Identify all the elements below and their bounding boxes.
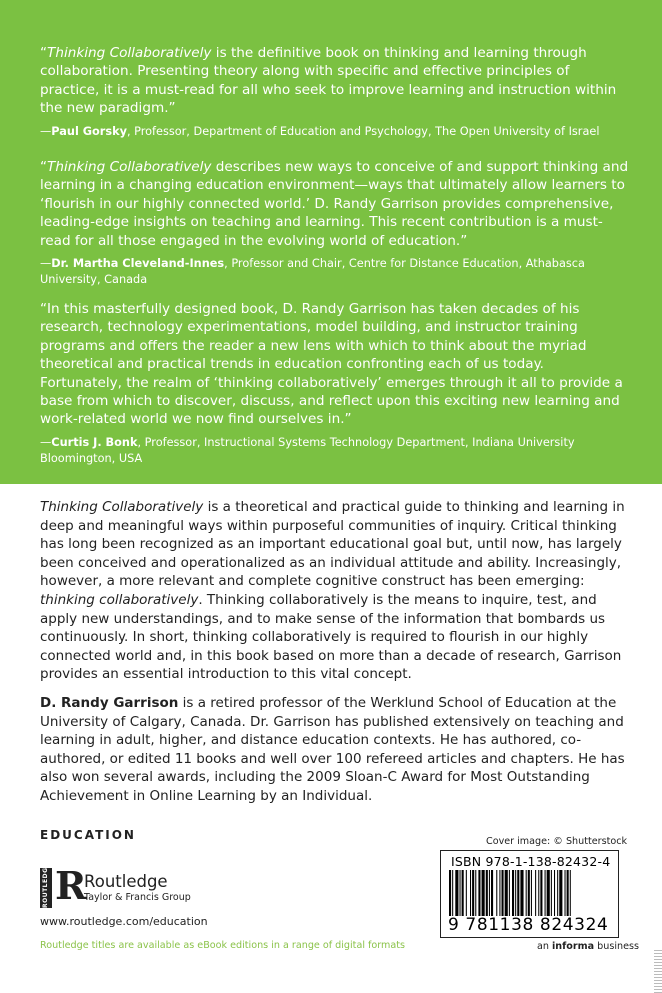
author-name: D. Randy Garrison	[40, 695, 179, 711]
testimonial-author: Curtis J. Bonk	[51, 435, 138, 449]
edge-mark	[654, 950, 662, 993]
testimonial-attribution: —Dr. Martha Cleveland-Innes, Professor and Chair, Centre for Distance Education, Athabasca University, Canada	[40, 257, 585, 287]
testimonial-1	[40, 44, 630, 140]
isbn-label: ISBN 978-1-138-82432-4	[451, 854, 611, 869]
publisher-url[interactable]: www.routledge.com/education	[40, 915, 208, 928]
testimonial-quote: “In this masterfully designed book, D. Randy Garrison has taken decades of his research, technology experimentations, model building, and instructor training programs and offers the reader a new lens with which to think about the myriad theoretical and practical trends in education confronting each of us today. Fortunately, the realm of ‘thinking collaboratively’ emerges through it all to provide a base from which to discover, discuss, and reflect upon this exciting new learning and work-related world we now find ourselves in.”	[40, 301, 623, 428]
book-description-area	[40, 498, 630, 804]
testimonial-2	[40, 158, 630, 288]
category-label: EDUCATION	[40, 828, 136, 842]
informa-tagline: an informa business	[537, 941, 639, 952]
testimonial-attribution: —Paul Gorsky, Professor, Department of Education and Psychology, The Open University of Israel	[40, 124, 600, 138]
ebook-note: Routledge titles are available as eBook editions in a range of digital formats	[40, 940, 406, 951]
barcode-digits: 9 781138 824324	[448, 915, 609, 935]
book-title: Thinking Collaboratively	[40, 499, 204, 515]
barcode-bars	[449, 870, 611, 916]
testimonial-quote: “Thinking Collaboratively is the definitive book on thinking and learning through collaboration. Presenting theory along with specific and effective principles of practice, it is a must-read for all who seek to improve learning and instruction within the new paradigm.”	[40, 45, 617, 117]
cover-credit: Cover image: © Shutterstock	[486, 836, 628, 847]
logo-mark: R	[55, 863, 87, 908]
book-title: Thinking Collaboratively	[47, 159, 212, 175]
logo-vertical-text: ROUTLEDGE	[40, 868, 52, 908]
testimonial-author: Dr. Martha Cleveland-Innes	[51, 257, 225, 271]
publisher-group: Taylor & Francis Group	[84, 892, 191, 903]
publisher-name: Routledge	[84, 872, 168, 891]
publisher-logo	[40, 862, 230, 910]
book-description: Thinking Collaboratively is a theoretical and practical guide to thinking and learning in deep and meaningful ways within purposeful communities of inquiry. Critical thinking has long been recognized as an important educational goal but, until now, has largely been conceived and operationalized as an individual attitude and ability. Increasingly, however, a more relevant and complete cognitive construct has been emerging: thinking collaboratively. Thinking collaboratively is the means to inquire, test, and apply new understandings, and to make sense of the information that bombards us continuously. In short, thinking collaboratively is required to flourish in our highly connected world and, in this book based on more than a decade of research, Garrison provides an essential introduction to this vital concept.	[40, 499, 625, 683]
testimonial-quote: “Thinking Collaboratively describes new ways to conceive of and support thinking and learning in a changing education environment—ways that ultimately allow learners to ‘flourish in our highly connected world.’ D. Randy Garrison provides comprehensive, leading-edge insights on teaching and learning. This recent contribution is a must-read for all those engaged in the evolving world of education.”	[40, 159, 629, 249]
testimonial-attribution: —Curtis J. Bonk, Professor, Instructional Systems Technology Department, Indiana University Bloomington, USA	[40, 435, 575, 465]
author-bio: D. Randy Garrison is a retired professor of the Werklund School of Education at the University of Calgary, Canada. Dr. Garrison has published extensively on teaching and learning in adult, higher, and distance education contexts. He has authored, co-authored, or edited 11 books and well over 100 refereed articles and chapters. He has also won several awards, including the 2009 Sloan-C Award for Most Outstanding Achievement in Online Learning by an Individual.	[40, 695, 625, 804]
testimonials-panel	[0, 0, 662, 484]
isbn-barcode	[440, 850, 619, 938]
testimonial-3	[40, 300, 630, 467]
book-title: Thinking Collaboratively	[47, 45, 212, 61]
testimonial-author: Paul Gorsky	[51, 124, 127, 138]
